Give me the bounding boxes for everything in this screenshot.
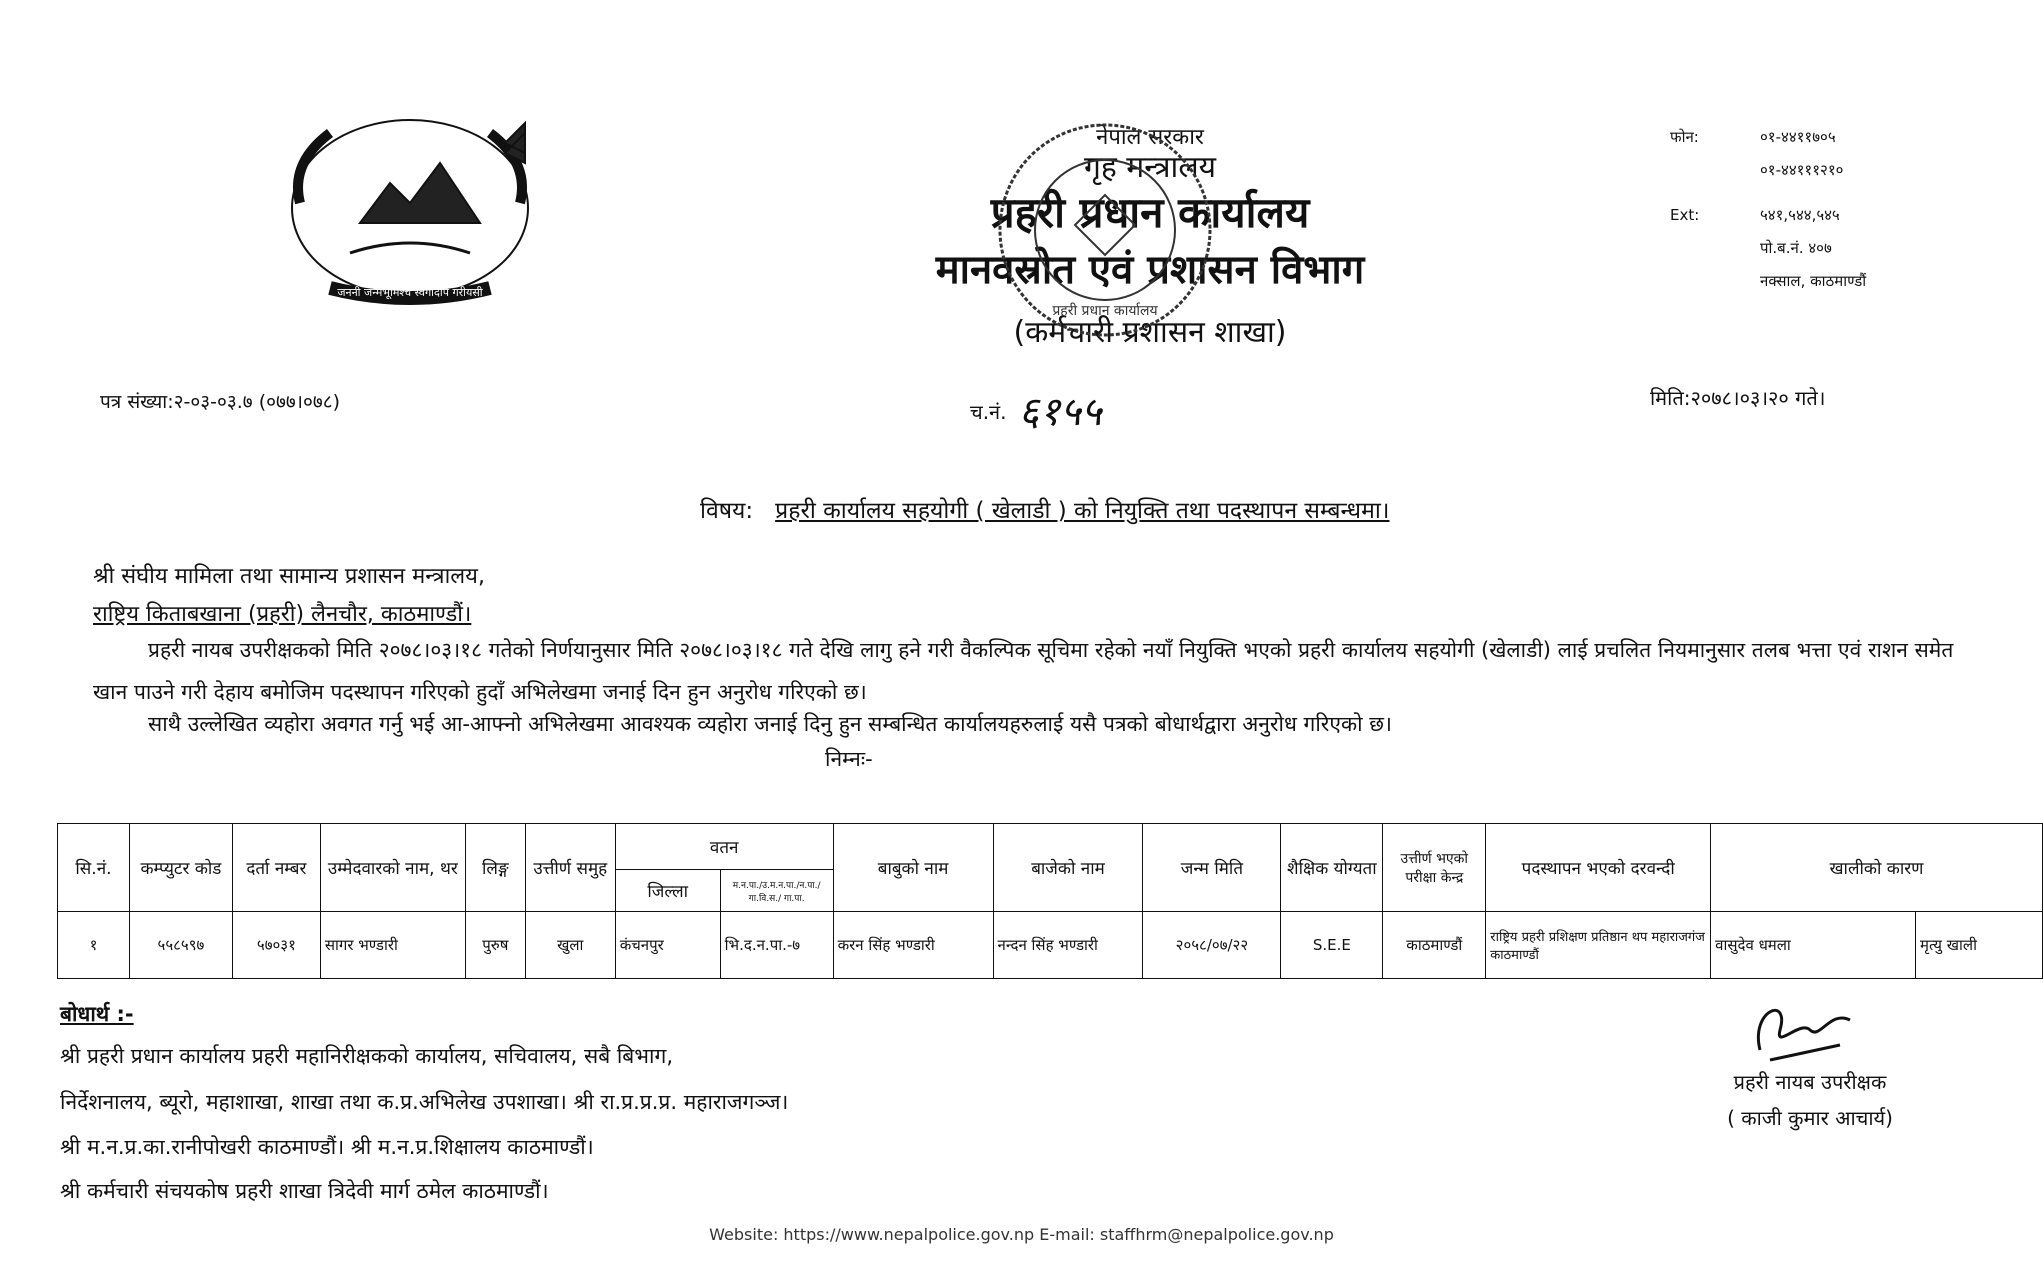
- phone-1: ०१-४४११७०५: [1760, 127, 1836, 146]
- th-local: म.न.पा./उ.म.न.पा./न.पा./ गा.वि.स./ गा.पा.: [720, 870, 833, 912]
- contact-block: [1670, 120, 1866, 297]
- cell-darta: ५७०३१: [232, 912, 320, 979]
- footer-contact: Website: https://www.nepalpolice.gov.np E-mail: staffhrm@nepalpolice.gov.np: [709, 1225, 1334, 1244]
- cell-grandfather: नन्दन सिंह भण्डारी: [993, 912, 1143, 979]
- nimna-label: निम्नः-: [825, 747, 873, 771]
- th-posting: पदस्थापन भएको दरवन्दी: [1486, 824, 1711, 912]
- chalani-number: [970, 382, 1102, 437]
- cell-vacancy-name: वासुदेव धमला: [1711, 912, 1916, 979]
- cell-dob: २०५८/०७/२२: [1143, 912, 1281, 979]
- cell-local: भि.द.न.पा.-७: [720, 912, 833, 979]
- ministry-name: गृह मन्त्रालय: [1083, 150, 1217, 185]
- phone-label: फोन:: [1670, 127, 1699, 146]
- chalani-label: च.नं.: [970, 400, 1007, 424]
- cell-group: खुला: [525, 912, 615, 979]
- bodharth-line-2: निर्देशनालय, ब्यूरो, महाशाखा, शाखा तथा क.प्र.अभिलेख उपशाखा। श्री रा.प्र.प्र.प्र. महाराजगञ्ज।: [60, 1090, 789, 1114]
- nepal-emblem-icon: [270, 103, 550, 313]
- th-grandfather: बाजेको नाम: [993, 824, 1143, 912]
- signature-icon: [1740, 990, 1860, 1070]
- patra-sankhya: पत्र संख्या:२-०३-०३.७ (०७७।०७८): [100, 391, 340, 413]
- ext-label: Ext:: [1670, 205, 1700, 224]
- bodharth-title: बोधार्थ :-: [60, 1002, 134, 1026]
- cell-father: करन सिंह भण्डारी: [833, 912, 993, 979]
- bodharth-line-3: श्री म.न.प्र.का.रानीपोखरी काठमाण्डौं। श्री म.न.प्र.शिक्षालय काठमाण्डौं।: [60, 1135, 594, 1159]
- cell-gender: पुरुष: [465, 912, 525, 979]
- th-dob: जन्म मिति: [1143, 824, 1281, 912]
- appointment-table: [57, 823, 2043, 979]
- cell-vacancy-reason: मृत्यु खाली: [1915, 912, 2042, 979]
- th-darta: दर्ता नम्बर: [232, 824, 320, 912]
- letter-date: मिति:२०७८।०३।२० गते।: [1650, 386, 1826, 410]
- body-paragraph-1: प्रहरी नायब उपरीक्षकको मिति २०७८।०३।१८ गतेको निर्णयानुसार मिति २०७८।०३।१८ गते देखि लागु हने गरी वैकल्पिक सूचिमा रहेको नयाँ नियुक्ति भएको प्रहरी कार्यालय सहयोगी (खेलाडी) लाई प्रचलित नियमानुसार तलब भत्ता एवं राशन समेत खान पाउने गरी देहाय बमोजिम पदस्थापन गरिएको हुदाँ अभिलेखमा जनाई दिन हुन अनुरोध गरिएको छ।: [93, 638, 1954, 704]
- department-name: मानवस्रोत एवं प्रशासन विभाग: [935, 247, 1365, 293]
- official-stamp-icon: [990, 115, 1220, 345]
- emblem-motto: जननी जन्मभूमिश्च स्वर्गादपि गरीयसी: [337, 286, 483, 299]
- cell-posting: राष्ट्रिय प्रहरी प्रशिक्षण प्रतिष्ठान थप महाराजगंज काठमाण्डौं: [1486, 912, 1711, 979]
- cell-sn: १: [58, 912, 130, 979]
- section-name: (कर्मचारी प्रशासन शाखा): [1013, 315, 1287, 350]
- govt-name: नेपाल सरकार: [1096, 125, 1204, 150]
- th-father: बाबुको नाम: [833, 824, 993, 912]
- signatory-name: ( काजी कुमार आचार्य): [1727, 1106, 1893, 1130]
- th-vacancy-reason: खालीको कारण: [1711, 824, 2043, 912]
- th-group: उत्तीर्ण समुह: [525, 824, 615, 912]
- th-name: उम्मेदवारको नाम, थर: [320, 824, 465, 912]
- th-qualification: शैक्षिक योग्यता: [1281, 824, 1383, 912]
- office-name: प्रहरी प्रधान कार्यालय: [990, 188, 1310, 237]
- po-box: पो.ब.नं. ४०७: [1760, 238, 1832, 257]
- th-gender: लिङ्ग: [465, 824, 525, 912]
- bodharth-line-1: श्री प्रहरी प्रधान कार्यालय प्रहरी महानिरीक्षकको कार्यालय, सचिवालय, सबै बिभाग,: [60, 1044, 673, 1068]
- ext-number: ५४१,५४४,५४५: [1760, 205, 1840, 224]
- chalani-value: ६१५५: [1018, 389, 1102, 435]
- subject-text: प्रहरी कार्यालय सहयोगी ( खेलाडी ) को नियुक्ति तथा पदस्थापन सम्बन्धमा।: [775, 498, 1390, 524]
- addressee-line-1: श्री संघीय मामिला तथा सामान्य प्रशासन मन्त्रालय,: [93, 564, 485, 589]
- cell-computer-code: ५५८५९७: [129, 912, 232, 979]
- cell-name: सागर भण्डारी: [320, 912, 465, 979]
- addressee-line-2: राष्ट्रिय किताबखाना (प्रहरी) लैनचौर, काठमाण्डौं।: [93, 602, 472, 627]
- phone-2: ०१-४४१११२१०: [1760, 160, 1844, 179]
- th-district: जिल्ला: [615, 870, 720, 912]
- th-exam-center: उत्तीर्ण भएको परीक्षा केन्द्र: [1383, 824, 1486, 912]
- th-sn: सि.नं.: [58, 824, 130, 912]
- bodharth-line-4: श्री कर्मचारी संचयकोष प्रहरी शाखा त्रिदेवी मार्ग ठमेल काठमाण्डौं।: [60, 1179, 549, 1203]
- cell-exam-center: काठमाण्डौं: [1383, 912, 1486, 979]
- table-row: [58, 912, 2043, 979]
- cell-district: कंचनपुर: [615, 912, 720, 979]
- signatory-designation: प्रहरी नायब उपरीक्षक: [1733, 1070, 1887, 1094]
- subject-label: विषय:: [700, 498, 754, 524]
- th-computer-code: कम्प्युटर कोड: [129, 824, 232, 912]
- stamp-text: प्रहरी प्रधान कार्यालय: [1052, 303, 1158, 319]
- cell-qualification: S.E.E: [1281, 912, 1383, 979]
- subject-line: [700, 493, 1390, 525]
- office-address: नक्साल, काठमाण्डौं: [1760, 271, 1867, 290]
- body-paragraph-2: साथै उल्लेखित व्यहोरा अवगत गर्नु भई आ-आफ्नो अभिलेखमा आवश्यक व्यहोरा जनाई दिनु हुन सम्बन्धित कार्यालयहरुलाई यसै पत्रको बोधार्थद्वारा अनुरोध गरिएको छ।: [148, 712, 1392, 736]
- th-watan: वतन: [615, 824, 833, 870]
